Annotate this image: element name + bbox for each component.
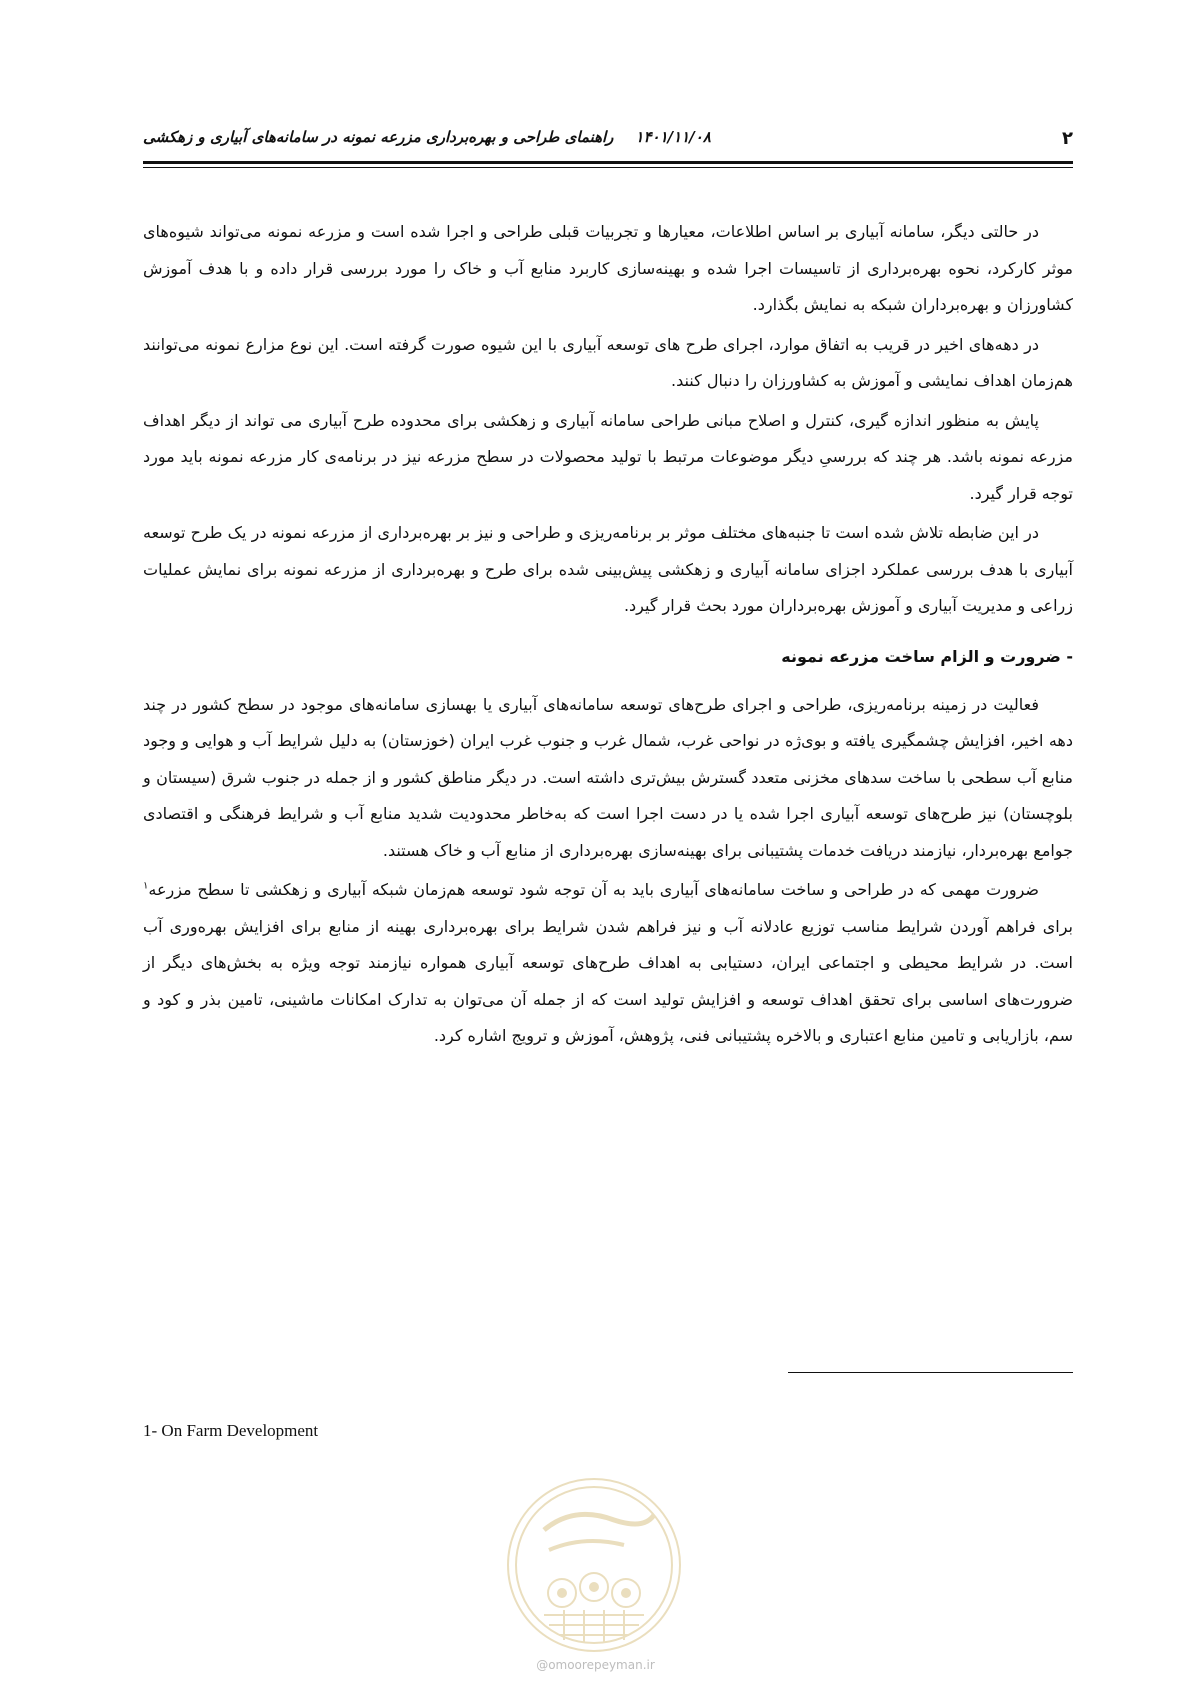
page-number: ۲ [1062,128,1073,149]
paragraph: در این ضابطه تلاش شده است تا جنبه‌های مختلف موثر بر برنامه‌ریزی و طراحی و نیز بر بهره‌برداری از مزرعه نمونه در یک طرح توسعه آبیاری با هدف بررسی عملکرد اجزای سامانه آبیاری و زهکشی پیش‌بینی شده برای طرح و بهره‌برداری از مزرعه نمونه برای نمایش عملیات زراعی و مدیریت آبیاری و آموزش بهره‌برداران مورد بحث قرار گیرد. [143,523,1073,615]
paragraph-text: ضرورت مهمی که در طراحی و ساخت سامانه‌های آبیاری باید به آن توجه شود توسعه هم‌زمان شبکه آبیاری و زهکشی تا سطح مزرعه [148,880,1039,899]
document-body [143,214,1073,1058]
header-rule-thick [143,161,1073,164]
paragraph: پایش به منظور اندازه گیری، کنترل و اصلاح مبانی طراحی سامانه آبیاری و زهکشی برای محدوده طرح آبیاری می تواند از دیگر اهداف مزرعه نمونه باشد. هر چند که بررسیِ دیگر موضوعات مرتبط با تولید محصولات در سطح مزرعه نیز در برنامه‌ی کار مزرعه نمونه باید مورد توجه قرار گیرد. [143,410,1073,503]
paragraph: در دهه‌های اخیر در قریب به اتفاق موارد، اجرای طرح های توسعه آبیاری با این شیوه صورت گرفته است. این نوع مزارع نمونه می‌توانند هم‌زمان اهداف نمایشی و آموزش به کشاورزان را دنبال کنند. [143,334,1073,390]
page-header [143,128,1073,154]
paragraph-text: برای فراهم آوردن شرایط مناسب توزیع عادلانه آب و نیز فراهم شدن شرایط برای بهره‌برداری بهینه از منابع برای افزایش بهره‌وری آب است. در شرایط محیطی و اجتماعی ایران، دستیابی به اهداف طرح‌های توسعه آبیاری همواره نیازمند توجه ویژه به بخش‌های دیگر از ضرورت‌های اساسی برای تحقق اهداف توسعه و افزایش تولید است که از جمله آن می‌توان به تدارک امکانات ماشینی، تامین بذر و کود و سم، بازاریابی و تامین منابع اعتباری و بالاخره پشتیبانی فنی، پژوهش، آموزش و ترویج اشاره کرد. [143,916,1073,1045]
paragraph: در حالتی دیگر، سامانه آبیاری بر اساس اطلاعات، معیارها و تجربیات قبلی طراحی و اجرا شده است و مزرعه نمونه می‌تواند شیوه‌های موثر کارکرد، نحوه بهره‌برداری از تاسیسات اجرا شده و بهینه‌سازی کاربرد منابع آب و خاک را مورد بررسی قرار داده و با هدف آموزش کشاورزان و بهره‌برداران شبکه به نمایش بگذارد. [143,222,1073,314]
header-rule-thin [143,167,1073,168]
header-title: راهنمای طراحی و بهره‌برداری مزرعه نمونه در سامانه‌های آبیاری و زهکشی [143,128,614,146]
footnote: 1- On Farm Development [143,1421,319,1440]
footnote-marker: ۱ [143,880,149,892]
footnote-rule [788,1372,1073,1373]
header-date: ۱۴۰۱/۱۱/۰۸ [635,128,711,146]
section-heading: - ضرورت و الزام ساخت مزرعه نمونه [781,646,1073,666]
paragraph [143,872,1073,1055]
running-title [143,128,711,146]
watermark-seal [504,1475,684,1655]
paragraph: فعالیت در زمینه برنامه‌ریزی، طراحی و اجرای طرح‌های توسعه سامانه‌های آبیاری یا بهسازی سامانه‌های موجود در سطح کشور در چند دهه اخیر، افزایش چشمگیری یافته و بوی‌ژه در نواحی غرب، شمال غرب و جنوب غرب ایران (خوزستان) به دلیل شرایط آب و هوایی و وجود منابع آب سطحی با ساخت سدهای مخزنی متعدد گسترش بیش‌تری داشته است. در دیگر مناطق کشور و از جمله در جنوب شرق (سیستان و بلوچستان) نیز طرح‌های توسعه آبیاری اجرا شده یا در دست اجرا است که به‌خاطر محدودیت شدید منابع آب و شرایط فرهنگی و اقتصادی جوامع بهره‌بردار، نیازمند دریافت خدمات پشتیبانی برای بهینه‌سازی بهره‌برداری از منابع آب و خاک هستند. [143,694,1073,860]
watermark-url: @omoorepeyman.ir [536,1658,655,1672]
